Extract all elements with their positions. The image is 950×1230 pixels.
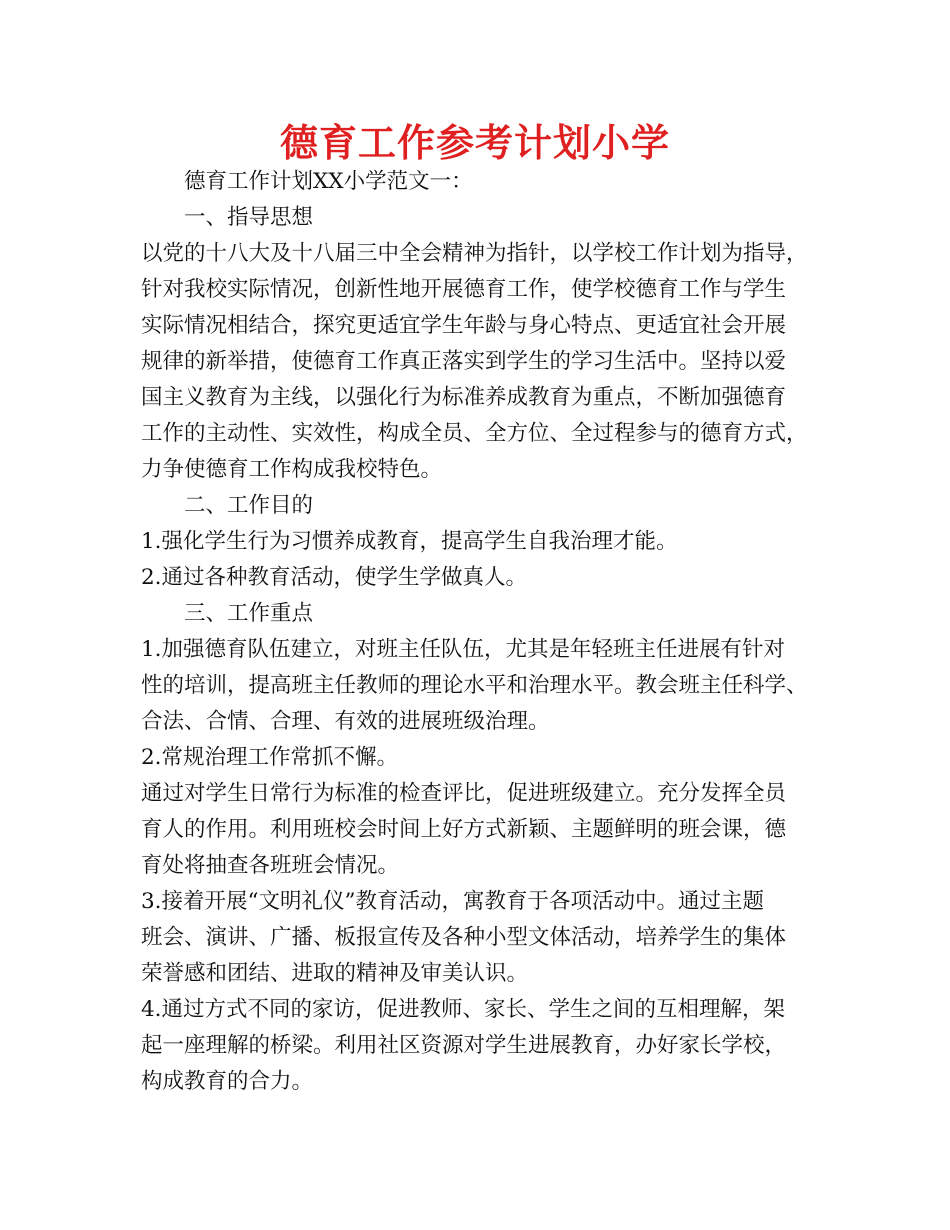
- paragraph-line: 育处将抽查各班班会情况。: [141, 853, 400, 878]
- paragraph-line: 针对我校实际情况，创新性地开展德育工作，使学校德育工作与学生: [141, 277, 787, 302]
- paragraph-line: 荣誉感和团结、进取的精神及审美认识。: [141, 961, 529, 986]
- paragraph-line: 育人的作用。利用班校会时间上好方式新颖、主题鲜明的班会课，德: [141, 817, 787, 842]
- document-title: 德育工作参考计划小学: [279, 121, 670, 165]
- paragraph-line: 工作的主动性、实效性，构成全员、全方位、全过程参与的德育方式，: [141, 421, 808, 446]
- section-heading-line: 二、工作目的: [184, 493, 314, 518]
- section-heading-line: 德育工作计划XX小学范文一：: [184, 169, 473, 194]
- paragraph-line: 4.通过方式不同的家访，促进教师、家长、学生之间的互相理解，架: [141, 997, 786, 1022]
- paragraph-line: 1.加强德育队伍建立，对班主任队伍，尤其是年轻班主任进展有针对: [141, 637, 786, 662]
- paragraph-line: 通过对学生日常行为标准的检查评比，促进班级建立。充分发挥全员: [141, 781, 787, 806]
- paragraph-line: 规律的新举措，使德育工作真正落实到学生的学习生活中。坚持以爱: [141, 349, 787, 374]
- paragraph-line: 2.常规治理工作常抓不懈。: [141, 745, 399, 770]
- paragraph-line: 3.接着开展“文明礼仪”教育活动，寓教育于各项活动中。通过主题: [141, 889, 764, 914]
- section-heading-line: 三、工作重点: [184, 601, 314, 626]
- paragraph-line: 实际情况相结合，探究更适宜学生年龄与身心特点、更适宜社会开展: [141, 313, 787, 338]
- paragraph-line: 性的培训，提高班主任教师的理论水平和治理水平。教会班主任科学、: [141, 673, 808, 698]
- paragraph-line: 班会、演讲、广播、板报宣传及各种小型文体活动，培养学生的集体: [141, 925, 787, 950]
- paragraph-line: 合法、合情、合理、有效的进展班级治理。: [141, 709, 550, 734]
- paragraph-line: 构成教育的合力。: [141, 1069, 314, 1094]
- document-body: [141, 164, 841, 1100]
- paragraph-line: 2.通过各种教育活动，使学生学做真人。: [141, 565, 528, 590]
- paragraph-line: 以党的十八大及十八届三中全会精神为指针，以学校工作计划为指导，: [141, 241, 808, 266]
- section-heading-line: 一、指导思想: [184, 205, 314, 230]
- paragraph-line: 1.强化学生行为习惯养成教育，提高学生自我治理才能。: [141, 529, 678, 554]
- paragraph-line: 国主义教育为主线，以强化行为标准养成教育为重点，不断加强德育: [141, 385, 787, 410]
- paragraph-line: 起一座理解的桥梁。利用社区资源对学生进展教育，办好家长学校，: [141, 1033, 787, 1058]
- paragraph-line: 力争使德育工作构成我校特色。: [141, 457, 443, 482]
